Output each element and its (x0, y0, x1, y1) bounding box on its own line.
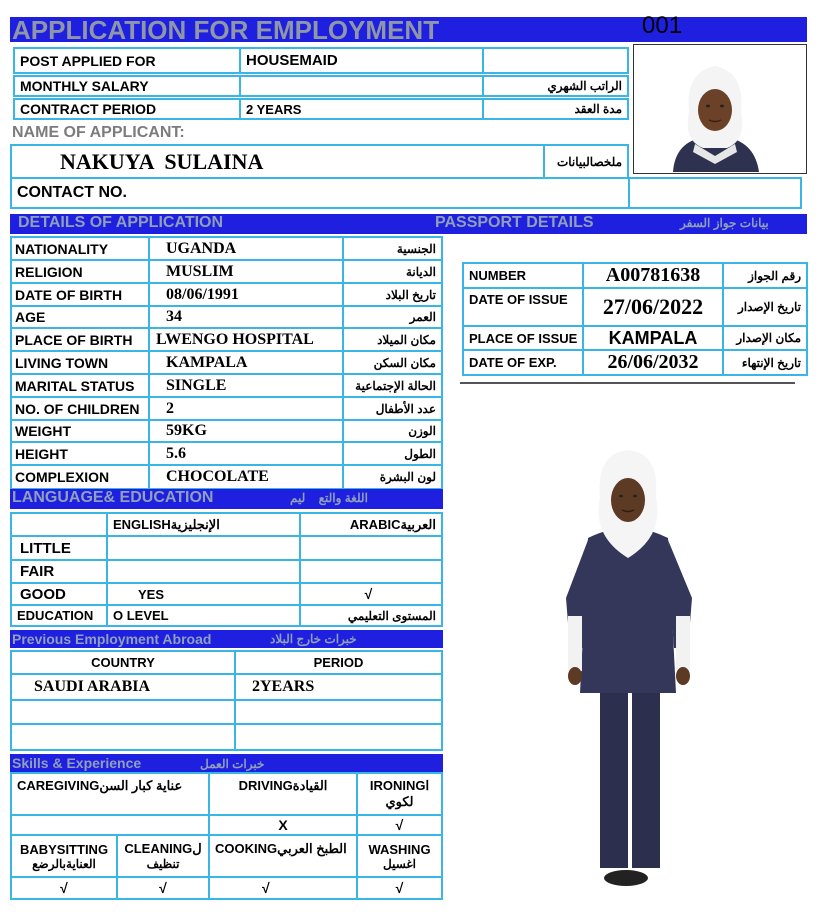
skills-section-arabic: خبرات العمل (200, 757, 265, 771)
applicant-name-arabic: ملخصالبيانات (543, 144, 629, 179)
passport-section-arabic: بيانات جواز السفر (680, 216, 769, 230)
passport-divider (460, 382, 795, 384)
salary-value (239, 75, 484, 97)
passport-label: DATE OF EXP. (462, 349, 584, 376)
passport-arabic: مكان الإصدار (722, 325, 808, 351)
language-level-label: GOOD (10, 582, 108, 606)
detail-label: NATIONALITY (10, 236, 150, 261)
applicant-fullbody-photo (548, 448, 708, 888)
contract-value: 2 YEARS (239, 98, 484, 120)
detail-arabic: تاريخ البلاد (342, 282, 443, 307)
salary-arabic: الراتب الشهري (482, 75, 629, 97)
period-value: 2YEARS (234, 673, 443, 701)
detail-value: CHOCOLATE (148, 464, 344, 490)
skill-washing-mark: √ (356, 876, 443, 900)
detail-arabic: الديانة (342, 259, 443, 284)
passport-value: A00781638 (582, 262, 724, 289)
skill-ironing-arabic: لكوي (385, 794, 414, 809)
detail-label: MARITAL STATUS (10, 373, 150, 398)
detail-label: WEIGHT (10, 419, 150, 443)
detail-value: 5.6 (148, 441, 344, 466)
skill-babysitting-label: BABYSITTING (19, 841, 109, 857)
previous-section-arabic: خبرات خارج البلاد (270, 632, 357, 646)
language-level-label: LITTLE (10, 535, 108, 561)
contact-value (628, 177, 802, 209)
skill-washing-arabic: اغسيل (382, 856, 417, 871)
detail-arabic: الطول (342, 441, 443, 466)
post-label: POST APPLIED FOR (13, 47, 241, 74)
language-arabic-value: √ (299, 582, 443, 606)
detail-label: LIVING TOWN (10, 350, 150, 375)
contract-arabic: مدة العقد (482, 98, 629, 120)
language-english-value: YES (106, 582, 301, 606)
salary-label: MONTHLY SALARY (13, 75, 241, 97)
previous-blank-1 (10, 699, 236, 725)
skill-ironing-mark: √ (356, 814, 443, 836)
skill-caregiving: CAREGIVINGعناية كبار السن (10, 772, 210, 816)
applicant-section-label: NAME OF APPLICANT: (12, 124, 185, 141)
contact-label: CONTACT NO. (10, 177, 630, 209)
country-value: SAUDI ARABIA (10, 673, 236, 701)
skill-cleaning-mark: √ (116, 876, 210, 900)
detail-label: AGE (10, 305, 150, 329)
country-header: COUNTRY (10, 650, 236, 675)
lang-english-header: ENGLISHالإنجليزية (106, 512, 301, 537)
passport-label: PLACE OF ISSUE (462, 325, 584, 351)
lang-arabic-header: ARABICالعربية (299, 512, 443, 537)
skill-cleaning-arabic: تنظيف (146, 857, 180, 871)
post-blank (482, 47, 629, 74)
language-level-label: FAIR (10, 559, 108, 584)
passport-arabic: تاريخ الإنتهاء (722, 349, 808, 376)
skill-ironing (356, 772, 443, 816)
detail-arabic: الحالة الإجتماعية (342, 373, 443, 398)
education-arabic: المستوى التعليمي (299, 604, 443, 627)
detail-value: UGANDA (148, 236, 344, 261)
detail-value: MUSLIM (148, 259, 344, 284)
passport-value: KAMPALA (582, 325, 724, 351)
education-label: EDUCATION (10, 604, 108, 627)
detail-label: HEIGHT (10, 441, 150, 466)
passport-value: 26/06/2032 (582, 349, 724, 376)
language-english-value (106, 559, 301, 584)
ref-number: 001 (642, 12, 683, 39)
post-value: HOUSEMAID (239, 47, 484, 74)
passport-label: NUMBER (462, 262, 584, 289)
skill-cooking-mark: √ (208, 876, 358, 900)
skill-cleaning-label: CLEANINGل (124, 841, 202, 856)
detail-label: PLACE OF BIRTH (10, 327, 150, 352)
detail-arabic: الوزن (342, 419, 443, 443)
detail-label: RELIGION (10, 259, 150, 284)
skills-section-title: Skills & Experience (12, 755, 142, 771)
detail-value: 59KG (148, 419, 344, 443)
detail-arabic: مكان السكن (342, 350, 443, 375)
language-section-arabic: اللغة والتع ليم (290, 491, 368, 505)
page-title: APPLICATION FOR EMPLOYMENT (12, 15, 440, 45)
previous-blank-4 (234, 723, 443, 751)
detail-value: LWENGO HOSPITAL (148, 327, 344, 352)
skill-washing (356, 834, 443, 878)
passport-label: DATE OF ISSUE (462, 287, 584, 327)
language-arabic-value (299, 535, 443, 561)
skill-babysitting-arabic: العنايةبالرضع (32, 856, 96, 871)
skill-caregiving-mark (10, 814, 210, 836)
skill-cooking: COOKINGالطبخ العربي (208, 834, 358, 878)
applicant-name: NAKUYA SULAINA (10, 144, 545, 179)
previous-blank-3 (10, 723, 236, 751)
skill-babysitting (10, 834, 118, 878)
detail-arabic: الجنسية (342, 236, 443, 261)
detail-value: KAMPALA (148, 350, 344, 375)
passport-arabic: رقم الجواز (722, 262, 808, 289)
period-header: PERIOD (234, 650, 443, 675)
skill-driving-mark: X (208, 814, 358, 836)
skill-ironing-label: IRONINGا (369, 778, 430, 793)
previous-section-title: Previous Employment Abroad (12, 631, 212, 647)
language-english-value (106, 535, 301, 561)
detail-arabic: عدد الأطفال (342, 396, 443, 421)
detail-arabic: العمر (342, 305, 443, 329)
education-value: O LEVEL (106, 604, 301, 627)
detail-label: NO. OF CHILDREN (10, 396, 150, 421)
lang-header-blank (10, 512, 108, 537)
detail-value: 34 (148, 305, 344, 329)
details-section-title: DETAILS OF APPLICATION (18, 214, 224, 231)
skill-driving: DRIVINGالقيادة (208, 772, 358, 816)
passport-value: 27/06/2022 (582, 287, 724, 327)
passport-section-title: PASSPORT DETAILS (435, 214, 594, 231)
contract-label: CONTRACT PERIOD (13, 98, 241, 120)
detail-label: COMPLEXION (10, 464, 150, 490)
passport-arabic: تاريخ الإصدار (722, 287, 808, 327)
skill-washing-label: WASHING (368, 841, 431, 857)
language-section-title: LANGUAGE& EDUCATION (12, 489, 214, 506)
detail-label: DATE OF BIRTH (10, 282, 150, 307)
applicant-portrait-photo (655, 52, 775, 172)
detail-value: 2 (148, 396, 344, 421)
skill-cleaning (116, 834, 210, 878)
detail-arabic: لون البشرة (342, 464, 443, 490)
detail-arabic: مكان الميلاد (342, 327, 443, 352)
language-arabic-value (299, 559, 443, 584)
previous-blank-2 (234, 699, 443, 725)
detail-value: 08/06/1991 (148, 282, 344, 307)
skill-babysitting-mark: √ (10, 876, 118, 900)
detail-value: SINGLE (148, 373, 344, 398)
